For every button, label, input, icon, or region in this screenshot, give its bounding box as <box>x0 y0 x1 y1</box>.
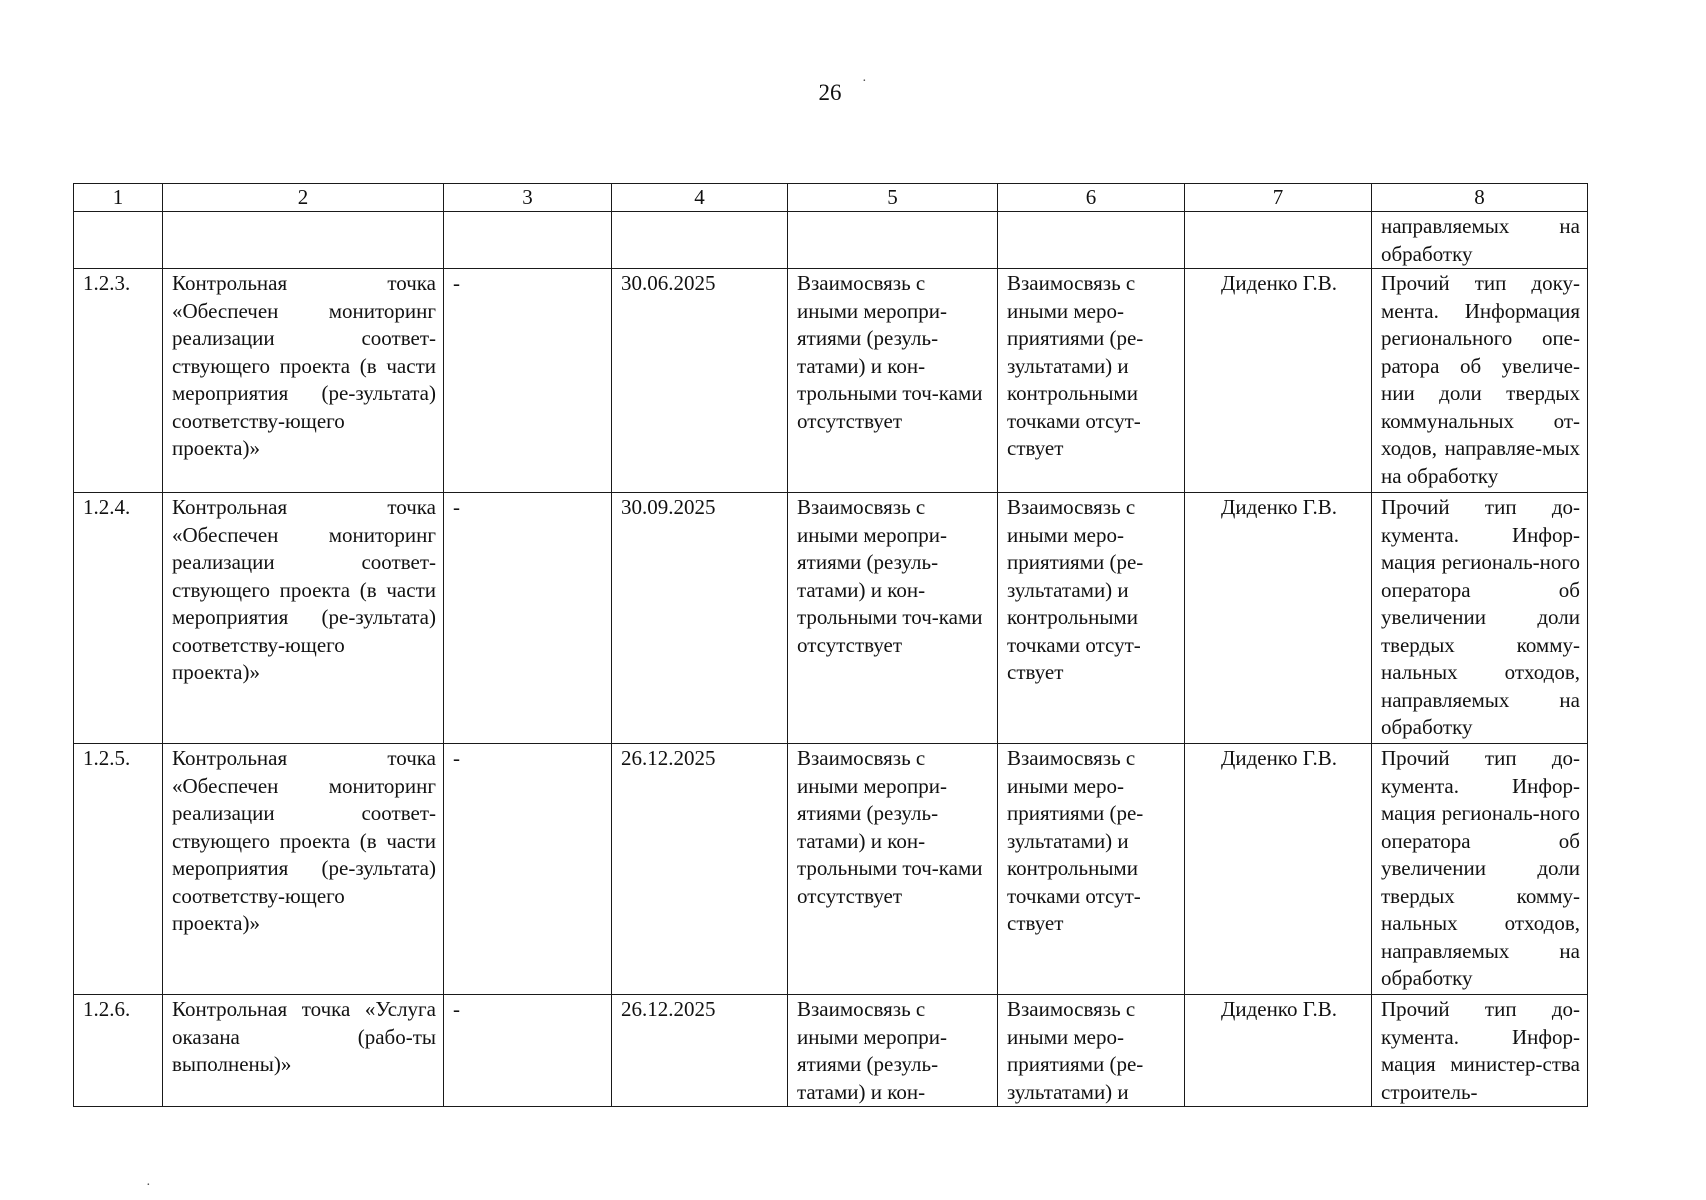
column-header: 1 <box>74 184 163 212</box>
checkpoint-name: Контрольная точка «Услуга оказана (рабо-ты выполнены)» <box>163 995 444 1107</box>
document-cell: Прочий тип до-кумента. Инфор-мация региональ-ного оператора об увеличении доли твердых комму-нальных отходов, направляемых на обработку <box>1372 493 1588 744</box>
date-cell: 26.12.2025 <box>612 744 788 995</box>
date-cell: 30.06.2025 <box>612 269 788 493</box>
checkpoint-name: Контрольная точка «Обеспечен мониторинг реализации соответ-ствующего проекта (в части мероприятия (ре-зультата) соответству-ющего проекта)» <box>163 493 444 744</box>
page-number: 26 <box>818 80 842 105</box>
links-activities-cell: Взаимосвязь с иными меропри-ятиями (резуль-татами) и кон-трольными точ-ками отсутствует <box>788 744 998 995</box>
row-number: 1.2.5. <box>74 744 163 995</box>
links-points-cell: Взаимосвязь с иными меро-приятиями (ре-зультатами) и контрольными точками отсут-ствует <box>998 269 1185 493</box>
document-cell: Прочий тип до-кумента. Инфор-мация региональ-ного оператора об увеличении доли твердых комму-нальных отходов, направляемых на обработку <box>1372 744 1588 995</box>
empty-cell <box>74 212 163 269</box>
scan-speck: · <box>146 1178 151 1193</box>
predecessor-cell: - <box>444 269 612 493</box>
empty-cell <box>444 212 612 269</box>
links-activities-cell: Взаимосвязь с иными меропри-ятиями (резуль-татами) и кон-трольными точ-ками отсутствует <box>788 493 998 744</box>
row-number: 1.2.3. <box>74 269 163 493</box>
activity-table <box>73 183 1588 1107</box>
column-header: 2 <box>163 184 444 212</box>
predecessor-cell: - <box>444 995 612 1107</box>
date-cell: 30.09.2025 <box>612 493 788 744</box>
links-points-cell: Взаимосвязь с иными меро-приятиями (ре-зультатами) и <box>998 995 1185 1107</box>
table-row <box>74 269 1588 493</box>
column-header: 7 <box>1185 184 1372 212</box>
table-row <box>74 995 1588 1107</box>
executor-cell: Диденко Г.В. <box>1185 744 1372 995</box>
checkpoint-name: Контрольная точка «Обеспечен мониторинг реализации соответ-ствующего проекта (в части мероприятия (ре-зультата) соответству-ющего проекта)» <box>163 744 444 995</box>
header-row <box>74 184 1588 212</box>
document-cell: направляемых на обработку <box>1372 212 1588 269</box>
links-activities-cell: Взаимосвязь с иными меропри-ятиями (резуль-татами) и кон-трольными точ-ками отсутствует <box>788 269 998 493</box>
executor-cell: Диденко Г.В. <box>1185 493 1372 744</box>
empty-cell <box>612 212 788 269</box>
empty-cell <box>163 212 444 269</box>
predecessor-cell: - <box>444 493 612 744</box>
links-activities-cell: Взаимосвязь с иными меропри-ятиями (резуль-татами) и кон- <box>788 995 998 1107</box>
column-header: 8 <box>1372 184 1588 212</box>
predecessor-cell: - <box>444 744 612 995</box>
empty-cell <box>788 212 998 269</box>
document-cell: Прочий тип доку-мента. Информация регионального опе-ратора об увеличе-нии доли твердых коммунальных от-ходов, направляе-мых на обработку <box>1372 269 1588 493</box>
row-number: 1.2.6. <box>74 995 163 1107</box>
document-cell: Прочий тип до-кумента. Инфор-мация министер-ства строитель- <box>1372 995 1588 1107</box>
column-header: 3 <box>444 184 612 212</box>
column-header: 6 <box>998 184 1185 212</box>
empty-cell <box>998 212 1185 269</box>
executor-cell: Диденко Г.В. <box>1185 269 1372 493</box>
row-number: 1.2.4. <box>74 493 163 744</box>
table-row <box>74 744 1588 995</box>
continuation-row <box>74 212 1588 269</box>
scan-speck: · <box>862 74 867 89</box>
table-row <box>74 493 1588 744</box>
empty-cell <box>1185 212 1372 269</box>
date-cell: 26.12.2025 <box>612 995 788 1107</box>
checkpoint-name: Контрольная точка «Обеспечен мониторинг реализации соответ-ствующего проекта (в части мероприятия (ре-зультата) соответству-ющего проекта)» <box>163 269 444 493</box>
links-points-cell: Взаимосвязь с иными меро-приятиями (ре-зультатами) и контрольными точками отсут-ствует <box>998 493 1185 744</box>
column-header: 5 <box>788 184 998 212</box>
executor-cell: Диденко Г.В. <box>1185 995 1372 1107</box>
column-header: 4 <box>612 184 788 212</box>
links-points-cell: Взаимосвязь с иными меро-приятиями (ре-зультатами) и контрольными точками отсут-ствует <box>998 744 1185 995</box>
